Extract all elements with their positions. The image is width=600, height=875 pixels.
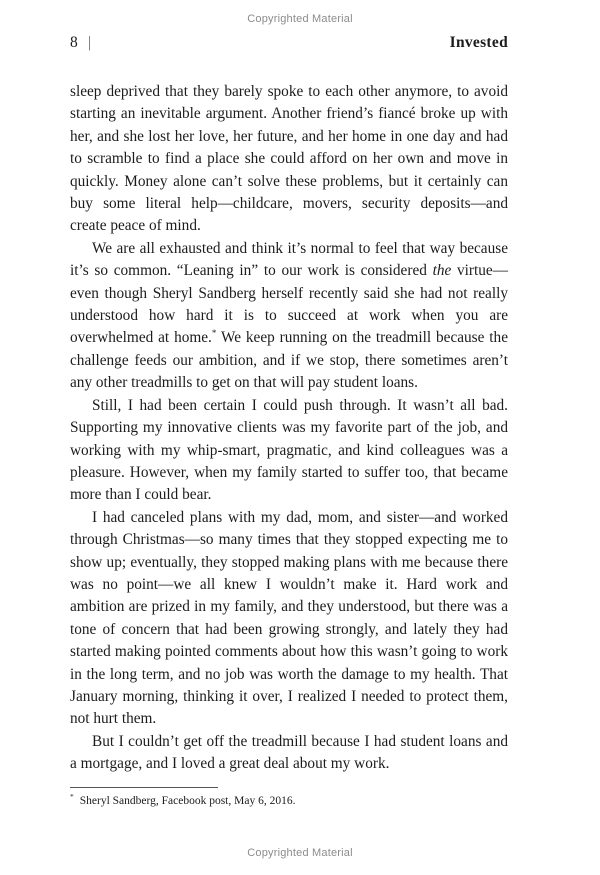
footnote-reference-marker: * — [211, 328, 217, 339]
footnote-section — [70, 787, 508, 809]
paragraph — [70, 731, 508, 776]
paragraph-text: virtue—even though Sheryl Sandberg herself recently said she had not really understood how hard it is to succeed at work when you are overwhelmed at home. — [70, 262, 508, 347]
header-separator: | — [88, 34, 91, 51]
paragraph-text: I had canceled plans with my dad, mom, and sister—and worked through Christmas—so many times that they stopped expecting me to show up; eventually, they stopped making plans with me because there was no point—we all knew I wouldn’t make it. Hard work and ambition are prized in my family, and they understood, but there was a tone of concern that had been growing strongly, and lately they had started making pointed comments about how this wasn’t going to work in the long term, and no job was worth the damage to my health. That January morning, thinking it over, I realized I needed to protect them, not hurt them. — [70, 508, 508, 728]
paragraph-text: We keep running on the treadmill because the challenge feeds our ambition, and if we stop, there sometimes aren’t any other treadmills to get on that will pay student loans. — [70, 329, 508, 392]
footnote — [70, 791, 508, 809]
paragraph — [70, 507, 508, 731]
page-header — [70, 34, 508, 52]
footnote-text: Sheryl Sandberg, Facebook post, May 6, 2016. — [79, 794, 296, 807]
paragraph-text: But I couldn’t get off the treadmill because I had student loans and a mortgage, and I loved a great deal about my work. — [70, 732, 508, 773]
page-number-group — [70, 34, 91, 52]
copyright-notice-top: Copyrighted Material — [247, 13, 353, 25]
book-title: Invested — [449, 34, 508, 51]
paragraph-text: We are all exhausted and think it’s normal to feel that way because it’s so common. “Leaning in” to our work is considered — [70, 239, 508, 280]
footnote-marker: * — [70, 791, 74, 801]
footnote-divider — [70, 787, 218, 788]
paragraph — [70, 395, 508, 507]
paragraph-text: Still, I had been certain I could push through. It wasn’t all bad. Supporting my innovative clients was my favorite part of the job, and working with my whip-smart, pragmatic, and kind colleagues was a pleasure. However, when my family started to suffer too, that became more than I could bear. — [70, 396, 508, 504]
italic-text: the — [432, 262, 452, 280]
body-text — [70, 81, 508, 776]
copyright-notice-bottom: Copyrighted Material — [247, 847, 353, 859]
paragraph — [70, 238, 508, 395]
paragraph — [70, 81, 508, 238]
paragraph-text: sleep deprived that they barely spoke to each other anymore, to avoid starting an inevitable argument. Another friend’s fiancé broke up with her, and she lost her love, her future, and her home in one day and had to scramble to find a place she could afford on her own and move in quickly. Money alone can’t solve these problems, but it certainly can buy some literal help—childcare, movers, security deposits—and create peace of mind. — [70, 83, 508, 235]
page-number: 8 — [70, 34, 78, 51]
